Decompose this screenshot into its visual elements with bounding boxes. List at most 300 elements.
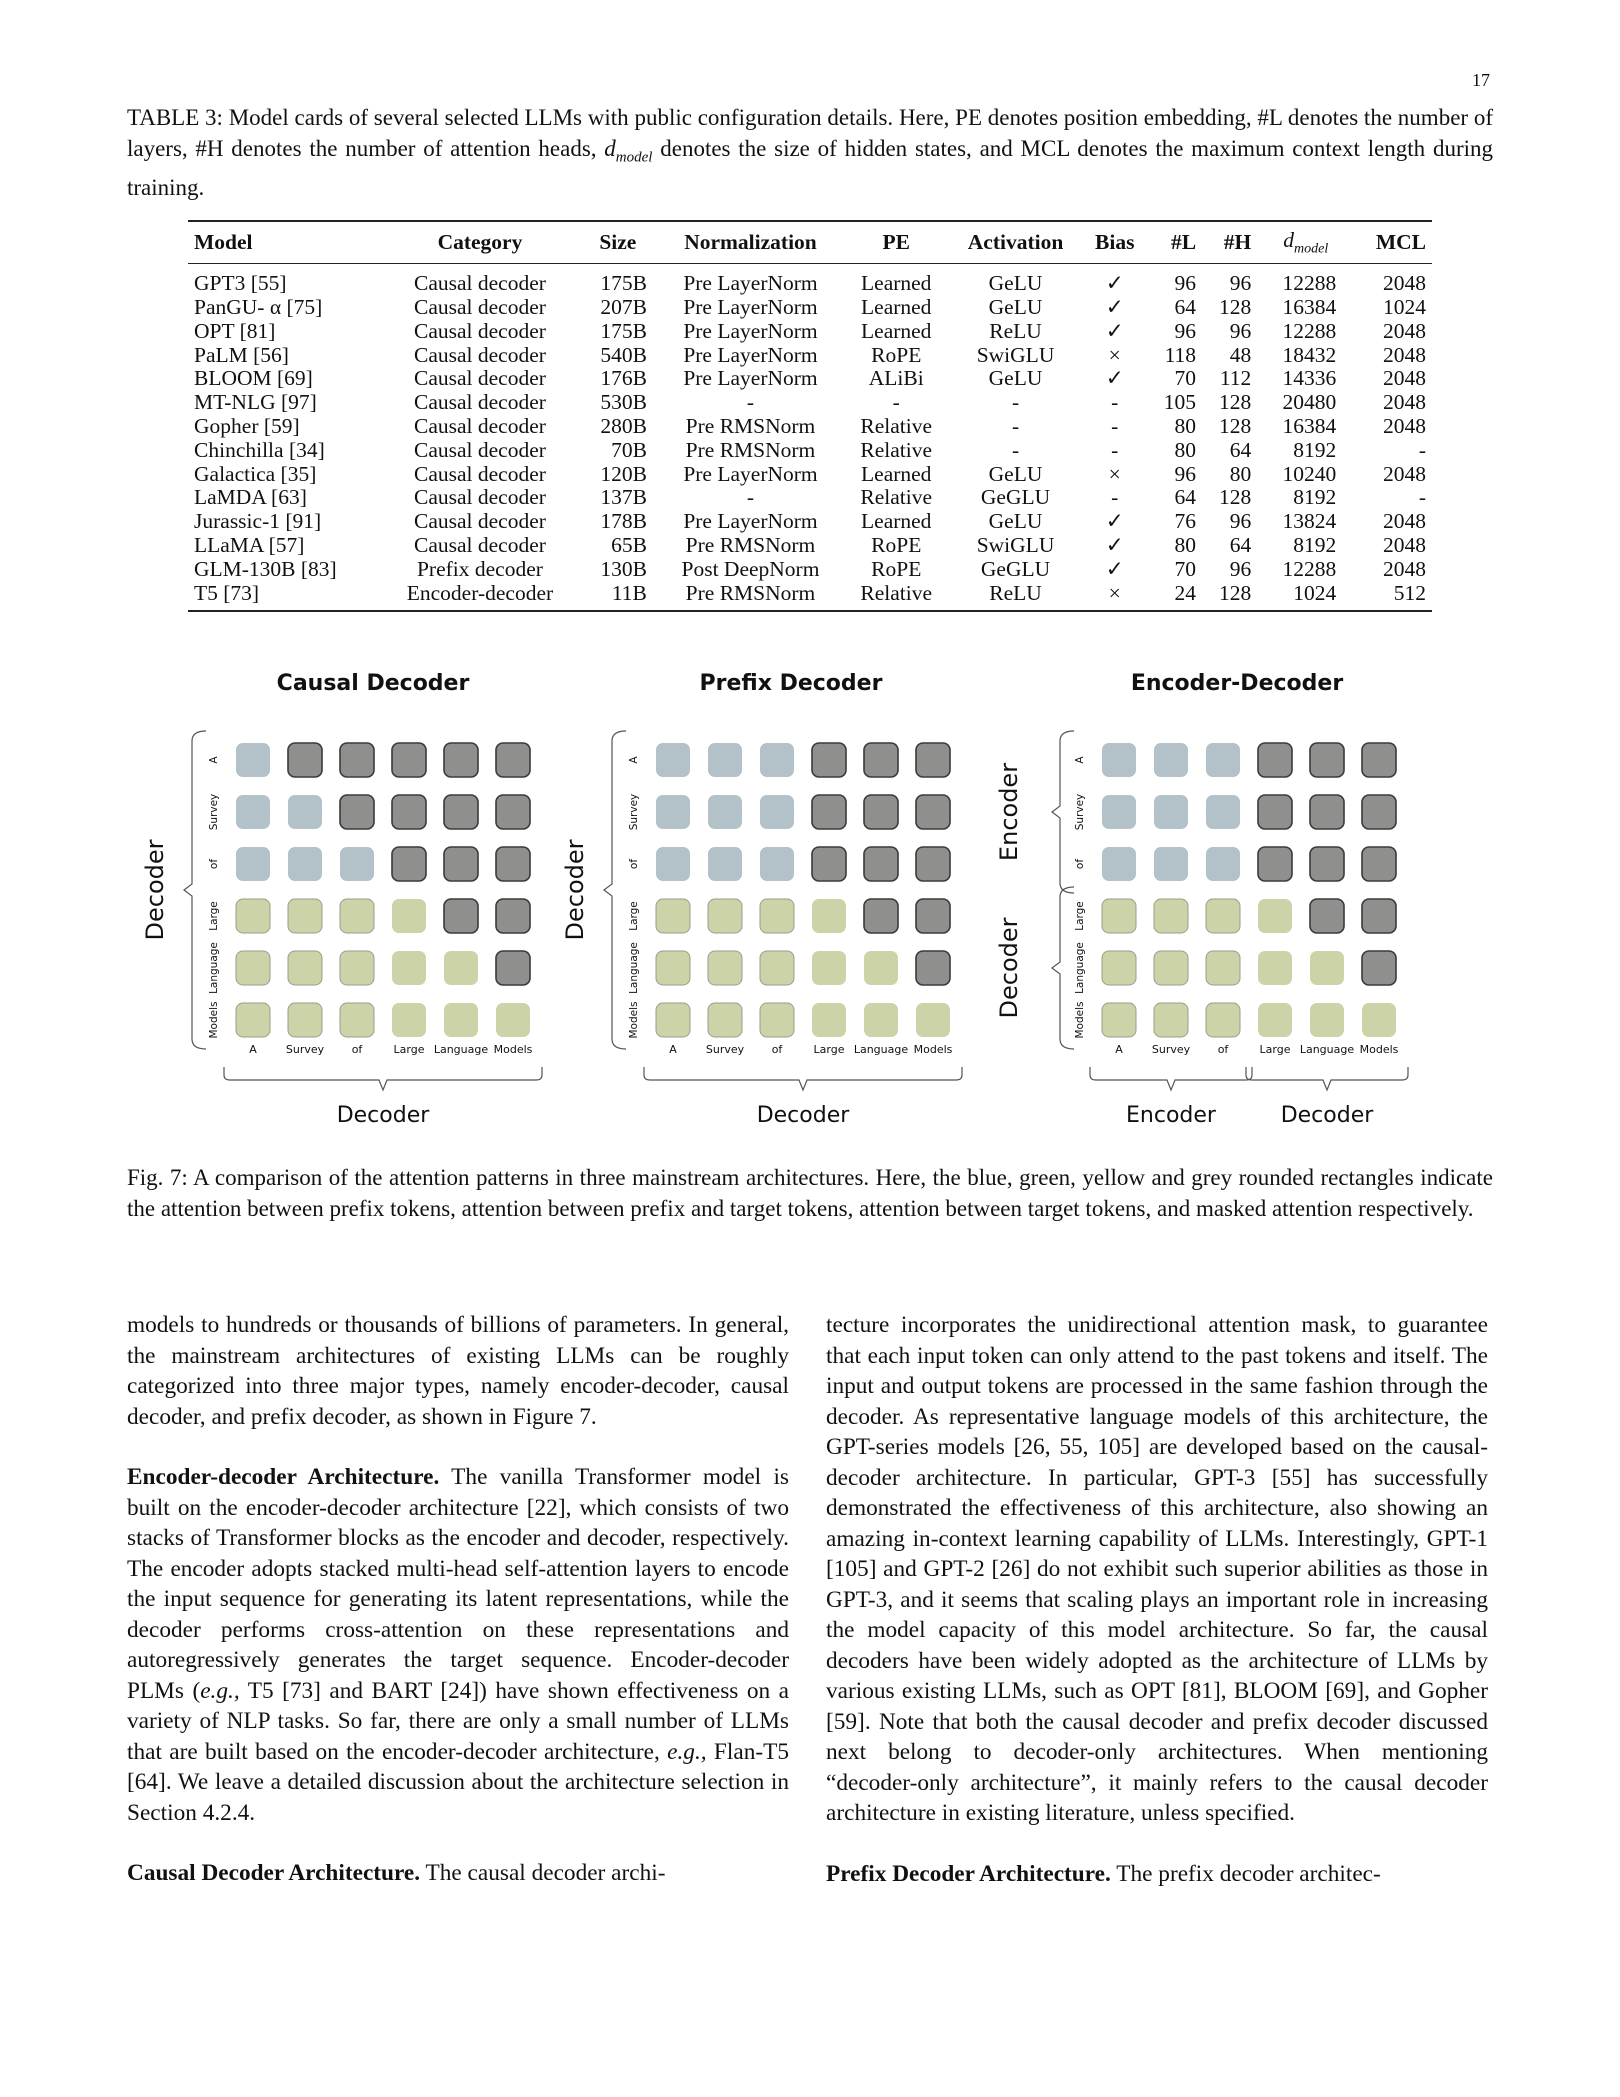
table-row bbox=[188, 264, 1432, 296]
cell-bias: × bbox=[1108, 461, 1121, 486]
attention-cell-g bbox=[1206, 899, 1240, 933]
cell-size: 280B bbox=[600, 414, 647, 439]
cell-model: PanGU- α [75] bbox=[194, 295, 323, 320]
cell-layers: 105 bbox=[1163, 390, 1197, 415]
attention-cell-g bbox=[760, 951, 794, 985]
row-token-label: Large bbox=[1074, 901, 1086, 931]
left-group-bracket bbox=[604, 731, 626, 1049]
bottom-group-label: Encoder bbox=[1126, 1103, 1216, 1128]
heading-causal-decoder: Causal Decoder Architecture. bbox=[127, 1860, 421, 1886]
cell-pe: RoPE bbox=[871, 533, 922, 558]
attention-cell-g bbox=[288, 899, 322, 933]
table-body bbox=[188, 264, 1432, 612]
column-token-label: Models bbox=[1359, 1043, 1399, 1056]
attention-cell-g bbox=[656, 951, 690, 985]
cell-layers: 70 bbox=[1174, 366, 1197, 391]
attention-cell-b bbox=[656, 743, 690, 777]
column-token-label: of bbox=[771, 1043, 783, 1056]
cell-dmodel: 8192 bbox=[1293, 437, 1337, 462]
attention-cell-g bbox=[340, 1003, 374, 1037]
attention-cell-m bbox=[812, 847, 846, 881]
left-group-label: Encoder bbox=[995, 762, 1023, 862]
row-token-label: of bbox=[1074, 858, 1086, 870]
cell-pe: Learned bbox=[861, 271, 932, 296]
attention-cell-g bbox=[1206, 1003, 1240, 1037]
table-row bbox=[188, 463, 1432, 487]
cell-category: Causal decoder bbox=[413, 414, 546, 439]
figure-attention-patterns bbox=[0, 650, 1620, 1150]
cell-heads: 128 bbox=[1219, 485, 1252, 510]
attention-cell-m bbox=[864, 847, 898, 881]
cell-category: Causal decoder bbox=[413, 485, 546, 510]
cell-pe: Learned bbox=[861, 295, 932, 320]
cell-size: 11B bbox=[579, 582, 657, 612]
cell-category: Prefix decoder bbox=[416, 556, 543, 581]
attention-cell-y bbox=[496, 1003, 530, 1037]
bottom-group-label: Decoder bbox=[756, 1103, 850, 1128]
cell-pe: Relative bbox=[844, 582, 948, 612]
column-token-label: Survey bbox=[705, 1043, 745, 1056]
cell-category: Causal decoder bbox=[413, 437, 546, 462]
cell-model: BLOOM [69] bbox=[194, 366, 313, 391]
row-token-label: of bbox=[208, 858, 220, 870]
attention-cell-b bbox=[1154, 795, 1188, 829]
cell-heads: 128 bbox=[1219, 295, 1252, 320]
cell-heads: 80 bbox=[1229, 461, 1252, 486]
cell-mcl: 2048 bbox=[1383, 318, 1426, 343]
cell-mcl: 2048 bbox=[1383, 390, 1426, 415]
cell-mcl: 2048 bbox=[1383, 414, 1426, 439]
cell-heads: 64 bbox=[1229, 437, 1252, 462]
cell-bias: - bbox=[1111, 485, 1119, 510]
cell-heads: 128 bbox=[1202, 582, 1257, 612]
cell-bias: ✓ bbox=[1105, 533, 1124, 558]
table-row bbox=[188, 344, 1432, 368]
bottom-group-bracket bbox=[644, 1067, 962, 1090]
cell-bias: ✓ bbox=[1105, 295, 1124, 320]
figure-caption: Fig. 7: A comparison of the attention patterns in three mainstream architectures. Here, the blue, green, yellow and grey rounded rectangles indicate the attention between prefix tokens, attention between prefix and target tokens, attention between target tokens, and masked attention respectively. bbox=[127, 1165, 1493, 1221]
left-group-bracket bbox=[1052, 731, 1074, 893]
attention-cell-m bbox=[1362, 951, 1396, 985]
table-row bbox=[188, 534, 1432, 558]
cell-layers: 76 bbox=[1174, 509, 1197, 534]
heading-encoder-decoder: Encoder-decoder Architecture. bbox=[127, 1464, 440, 1490]
cell-layers: 80 bbox=[1174, 533, 1197, 558]
cell-model: GLM-130B [83] bbox=[194, 556, 337, 581]
attention-cell-m bbox=[916, 743, 950, 777]
bottom-group-bracket bbox=[224, 1067, 542, 1090]
cell-normalization: Pre RMSNorm bbox=[685, 414, 816, 439]
attention-cell-b bbox=[1206, 743, 1240, 777]
cell-layers: 64 bbox=[1174, 295, 1197, 320]
attention-cell-b bbox=[1154, 847, 1188, 881]
panel-title: Encoder-Decoder bbox=[1130, 671, 1344, 696]
header-dmodel bbox=[1257, 221, 1354, 264]
row-token-label: A bbox=[1074, 756, 1086, 764]
row-token-label: Language bbox=[628, 942, 640, 994]
cell-activation: - bbox=[1011, 414, 1020, 439]
header-size: Size bbox=[579, 221, 657, 264]
cell-heads: 96 bbox=[1229, 556, 1252, 581]
row-token-label: Survey bbox=[208, 793, 220, 831]
cell-mcl: 2048 bbox=[1383, 556, 1426, 581]
attention-cell-b bbox=[1154, 743, 1188, 777]
cell-dmodel: 14336 bbox=[1282, 366, 1337, 391]
cell-normalization: Pre RMSNorm bbox=[685, 533, 816, 558]
cell-model: Chinchilla [34] bbox=[194, 437, 325, 462]
cell-mcl: 1024 bbox=[1383, 295, 1426, 320]
attention-cell-y bbox=[864, 951, 898, 985]
cell-size: 178B bbox=[600, 509, 647, 534]
attention-cell-g bbox=[1102, 899, 1136, 933]
cell-size: 530B bbox=[600, 390, 647, 415]
cell-layers: 80 bbox=[1174, 437, 1197, 462]
attention-cell-m bbox=[496, 899, 530, 933]
attention-cell-b bbox=[656, 795, 690, 829]
cell-model: LaMDA [63] bbox=[194, 485, 307, 510]
left-group-bracket bbox=[184, 731, 206, 1049]
cell-dmodel: 18432 bbox=[1282, 342, 1337, 367]
cell-pe: Relative bbox=[860, 485, 933, 510]
cell-normalization: Pre LayerNorm bbox=[683, 461, 818, 486]
cell-normalization: Pre LayerNorm bbox=[683, 318, 818, 343]
cell-mcl: - bbox=[1418, 485, 1426, 510]
attention-cell-g bbox=[1154, 899, 1188, 933]
paragraph-encoder-decoder bbox=[127, 1462, 789, 1828]
column-token-label: of bbox=[351, 1043, 363, 1056]
cell-pe: Learned bbox=[861, 509, 932, 534]
attention-cell-y bbox=[864, 1003, 898, 1037]
column-token-label: Language bbox=[1299, 1043, 1355, 1056]
attention-cell-m bbox=[496, 847, 530, 881]
attention-cell-m bbox=[392, 847, 426, 881]
cell-normalization: - bbox=[746, 390, 755, 415]
right-column bbox=[826, 1310, 1488, 1919]
column-token-label: A bbox=[1115, 1043, 1123, 1056]
cell-model: OPT [81] bbox=[194, 318, 276, 343]
attention-cell-b bbox=[1102, 795, 1136, 829]
bottom-group-label: Decoder bbox=[336, 1103, 430, 1128]
header-model: Model bbox=[188, 221, 381, 264]
paragraph-causal-decoder-cont: tecture incorporates the unidirectional attention mask, to guarantee that each input token can only attend to the past tokens and itself. The input and output tokens are processed in the same fashion through the decoder. As representative language models of this architecture, the GPT-series models [26, 55, 105] are developed based on the causal-decoder architecture. In particular, GPT-3 [55] has successfully demonstrated the effectiveness of this architecture, also showing an amazing in-context learning capability of LLMs. Interestingly, GPT-1 [105] and GPT-2 [26] do not exhibit such superior abilities as those in GPT-3, and it seems that scaling plays an important role in increasing the model capacity of this model architecture. So far, the causal decoders have been widely adopted as the architecture of LLMs by various existing LLMs, such as OPT [81], BLOOM [69], and Gopher [59]. Note that both the causal decoder and prefix decoder discussed next belong to decoder-only architectures. When mentioning “decoder-only architecture”, it mainly refers to the causal decoder architecture in existing literature, unless specified. bbox=[826, 1312, 1488, 1826]
attention-cell-m bbox=[392, 743, 426, 777]
attention-cell-b bbox=[288, 847, 322, 881]
cell-activation: GeLU bbox=[988, 461, 1043, 486]
attention-cell-y bbox=[812, 951, 846, 985]
cell-mcl: 2048 bbox=[1383, 533, 1426, 558]
cell-activation: - bbox=[1011, 437, 1020, 462]
cell-heads: 96 bbox=[1229, 509, 1252, 534]
cell-pe: - bbox=[892, 390, 900, 415]
attention-cell-m bbox=[496, 795, 530, 829]
cell-layers: 80 bbox=[1174, 414, 1197, 439]
table-row bbox=[188, 391, 1432, 415]
cell-bias: ✓ bbox=[1105, 318, 1124, 343]
cell-bias: ✓ bbox=[1105, 366, 1124, 391]
attention-cell-y bbox=[1258, 951, 1292, 985]
paragraph-causal-decoder bbox=[127, 1858, 789, 1889]
attention-cell-m bbox=[1362, 899, 1396, 933]
cell-pe: Relative bbox=[860, 414, 933, 439]
header-heads: #H bbox=[1202, 221, 1257, 264]
attention-cell-m bbox=[1362, 743, 1396, 777]
column-token-label: A bbox=[669, 1043, 677, 1056]
cell-model: Gopher [59] bbox=[194, 414, 300, 439]
model-cards-table bbox=[188, 220, 1432, 612]
attention-patterns-diagram bbox=[0, 650, 1620, 1150]
column-token-label: Survey bbox=[1151, 1043, 1191, 1056]
cell-category: Causal decoder bbox=[413, 318, 546, 343]
table-caption-part-a: TABLE 3: Model cards of several selected LLMs with public configuration details. Here, PE denotes position embedding, #L denotes the number of layers, #H denotes the number of attention heads, bbox=[127, 105, 1493, 161]
cell-normalization: Pre LayerNorm bbox=[683, 509, 818, 534]
table-row bbox=[188, 320, 1432, 344]
attention-cell-y bbox=[1310, 951, 1344, 985]
cell-bias: - bbox=[1111, 414, 1119, 439]
row-token-label: A bbox=[628, 756, 640, 764]
attention-cell-m bbox=[916, 847, 950, 881]
attention-cell-b bbox=[708, 743, 742, 777]
cell-normalization: Pre LayerNorm bbox=[683, 271, 818, 296]
attention-cell-g bbox=[708, 1003, 742, 1037]
cell-bias: ✓ bbox=[1105, 509, 1124, 534]
attention-cell-y bbox=[812, 899, 846, 933]
cell-pe: RoPE bbox=[871, 342, 922, 367]
attention-cell-g bbox=[1206, 951, 1240, 985]
text-segment: The prefix decoder architec- bbox=[1110, 1860, 1381, 1887]
cell-dmodel: 12288 bbox=[1282, 318, 1337, 343]
left-group-label: Decoder bbox=[141, 839, 169, 941]
attention-cell-m bbox=[496, 743, 530, 777]
table-row bbox=[188, 296, 1432, 320]
table-caption-part-b: denotes the size of hidden states, and MCL denotes the maximum context length during training. bbox=[127, 135, 1493, 200]
attention-cell-b bbox=[1102, 743, 1136, 777]
cell-activation: GeLU bbox=[988, 509, 1043, 534]
cell-size: 130B bbox=[600, 556, 647, 581]
cell-heads: 112 bbox=[1219, 366, 1252, 391]
attention-cell-g bbox=[1102, 1003, 1136, 1037]
attention-cell-m bbox=[1258, 743, 1292, 777]
left-column bbox=[127, 1310, 789, 1919]
attention-cell-b bbox=[1206, 795, 1240, 829]
cell-activation: SwiGLU bbox=[976, 342, 1055, 367]
attention-cell-y bbox=[916, 1003, 950, 1037]
header-category: Category bbox=[381, 221, 579, 264]
cell-mcl: 2048 bbox=[1383, 342, 1426, 367]
cell-activation: GeLU bbox=[988, 271, 1043, 296]
attention-cell-m bbox=[444, 899, 478, 933]
cell-size: 175B bbox=[600, 271, 647, 296]
cell-activation: ReLU bbox=[948, 582, 1082, 612]
cell-activation: - bbox=[1011, 390, 1020, 415]
table-header-row bbox=[188, 221, 1432, 264]
header-pe: PE bbox=[844, 221, 948, 264]
attention-cell-g bbox=[708, 951, 742, 985]
column-token-label: Large bbox=[1259, 1043, 1291, 1056]
column-token-label: of bbox=[1217, 1043, 1229, 1056]
cell-category: Causal decoder bbox=[413, 366, 546, 391]
cell-bias: ✓ bbox=[1105, 271, 1124, 296]
cell-size: 120B bbox=[600, 461, 647, 486]
cell-pe: Learned bbox=[861, 318, 932, 343]
cell-mcl: 2048 bbox=[1383, 271, 1426, 296]
bottom-group-bracket bbox=[1090, 1067, 1252, 1090]
attention-cell-m bbox=[340, 795, 374, 829]
row-token-label: Models bbox=[628, 1001, 640, 1039]
cell-bias: × bbox=[1108, 342, 1121, 367]
cell-size: 137B bbox=[600, 485, 647, 510]
text-eg: e.g., bbox=[200, 1677, 240, 1704]
attention-cell-b bbox=[708, 847, 742, 881]
table-row bbox=[188, 415, 1432, 439]
cell-size: 207B bbox=[600, 295, 647, 320]
attention-cell-b bbox=[236, 795, 270, 829]
cell-normalization: Pre LayerNorm bbox=[683, 295, 818, 320]
cell-activation: GeLU bbox=[988, 295, 1043, 320]
attention-cell-m bbox=[1258, 795, 1292, 829]
attention-cell-b bbox=[708, 795, 742, 829]
attention-cell-g bbox=[760, 1003, 794, 1037]
cell-model: LLaMA [57] bbox=[194, 533, 305, 558]
cell-size: 176B bbox=[600, 366, 647, 391]
attention-cell-m bbox=[1258, 847, 1292, 881]
row-token-label: Survey bbox=[628, 793, 640, 831]
header-mcl: MCL bbox=[1354, 221, 1432, 264]
attention-cell-m bbox=[812, 795, 846, 829]
dmodel-subscript: model bbox=[615, 149, 653, 166]
row-token-label: Large bbox=[628, 901, 640, 931]
attention-cell-y bbox=[1362, 1003, 1396, 1037]
cell-pe: Learned bbox=[861, 461, 932, 486]
header-layers: #L bbox=[1147, 221, 1202, 264]
text-segment: T5 [73] and BART [24]) have shown effectiveness on a variety of NLP tasks. So far, there are only a small number of LLMs that are built based on the encoder-decoder architecture, bbox=[127, 1677, 789, 1765]
attention-cell-m bbox=[1310, 743, 1344, 777]
header-activation: Activation bbox=[948, 221, 1082, 264]
attention-cell-g bbox=[1102, 951, 1136, 985]
cell-pe: RoPE bbox=[871, 556, 922, 581]
cell-bias: × bbox=[1083, 582, 1147, 612]
cell-mcl: 512 bbox=[1354, 582, 1432, 612]
dmodel-symbol bbox=[604, 135, 653, 166]
attention-cell-m bbox=[392, 795, 426, 829]
page-number: 17 bbox=[1472, 70, 1490, 90]
attention-cell-g bbox=[1154, 951, 1188, 985]
cell-mcl: - bbox=[1418, 437, 1426, 462]
attention-cell-m bbox=[1310, 795, 1344, 829]
cell-activation: SwiGLU bbox=[976, 533, 1055, 558]
attention-cell-m bbox=[864, 899, 898, 933]
paragraph-prefix-decoder bbox=[826, 1859, 1488, 1890]
cell-dmodel: 1024 bbox=[1257, 582, 1354, 612]
attention-cell-g bbox=[236, 899, 270, 933]
cell-dmodel: 8192 bbox=[1293, 533, 1337, 558]
cell-dmodel: 12288 bbox=[1282, 556, 1337, 581]
header-bias: Bias bbox=[1083, 221, 1147, 264]
attention-cell-y bbox=[1258, 1003, 1292, 1037]
header-normalization: Normalization bbox=[657, 221, 844, 264]
attention-cell-g bbox=[236, 1003, 270, 1037]
row-token-label: Large bbox=[208, 901, 220, 931]
cell-bias: - bbox=[1111, 390, 1119, 415]
attention-cell-m bbox=[916, 795, 950, 829]
table-row bbox=[188, 582, 1432, 612]
column-token-label: Models bbox=[493, 1043, 533, 1056]
attention-cell-y bbox=[392, 951, 426, 985]
attention-cell-g bbox=[288, 1003, 322, 1037]
cell-model: T5 [73] bbox=[188, 582, 381, 612]
attention-cell-b bbox=[1206, 847, 1240, 881]
attention-cell-m bbox=[812, 743, 846, 777]
cell-normalization: Pre RMSNorm bbox=[685, 437, 816, 462]
left-group-bracket bbox=[1052, 887, 1074, 1049]
cell-pe: Relative bbox=[860, 437, 933, 462]
panel-title: Causal Decoder bbox=[276, 671, 470, 696]
cell-pe: ALiBi bbox=[868, 366, 924, 391]
header-dmodel-sub: model bbox=[1294, 241, 1329, 257]
attention-cell-g bbox=[656, 1003, 690, 1037]
attention-cell-b bbox=[760, 743, 794, 777]
cell-category: Causal decoder bbox=[413, 390, 546, 415]
text-segment: The causal decoder archi- bbox=[420, 1860, 666, 1886]
attention-cell-m bbox=[864, 743, 898, 777]
attention-cell-m bbox=[1362, 795, 1396, 829]
cell-activation: ReLU bbox=[989, 318, 1042, 343]
attention-cell-b bbox=[1102, 847, 1136, 881]
cell-activation: GeLU bbox=[988, 366, 1043, 391]
attention-cell-m bbox=[340, 743, 374, 777]
table-row bbox=[188, 486, 1432, 510]
cell-layers: 96 bbox=[1174, 271, 1197, 296]
cell-normalization: Pre RMSNorm bbox=[657, 582, 844, 612]
cell-heads: 128 bbox=[1219, 414, 1252, 439]
cell-model: Jurassic-1 [91] bbox=[194, 509, 322, 534]
cell-dmodel: 16384 bbox=[1282, 295, 1337, 320]
table-row bbox=[188, 558, 1432, 582]
cell-category: Causal decoder bbox=[413, 295, 546, 320]
bottom-group-bracket bbox=[1246, 1067, 1408, 1090]
cell-category: Causal decoder bbox=[413, 461, 546, 486]
attention-cell-b bbox=[760, 795, 794, 829]
cell-category: Causal decoder bbox=[413, 342, 546, 367]
cell-mcl: 2048 bbox=[1383, 461, 1426, 486]
attention-cell-g bbox=[340, 951, 374, 985]
attention-cell-g bbox=[708, 899, 742, 933]
attention-cell-g bbox=[236, 951, 270, 985]
attention-cell-m bbox=[864, 795, 898, 829]
cell-layers: 64 bbox=[1174, 485, 1197, 510]
cell-size: 175B bbox=[600, 318, 647, 343]
cell-dmodel: 13824 bbox=[1282, 509, 1337, 534]
row-token-label: Survey bbox=[1074, 793, 1086, 831]
cell-bias: - bbox=[1111, 437, 1119, 462]
cell-bias: ✓ bbox=[1105, 556, 1124, 581]
cell-dmodel: 8192 bbox=[1293, 485, 1337, 510]
attention-cell-g bbox=[288, 951, 322, 985]
attention-cell-m bbox=[1310, 899, 1344, 933]
cell-model: GPT3 [55] bbox=[194, 271, 287, 296]
header-dmodel-base: d bbox=[1283, 228, 1295, 252]
cell-dmodel: 12288 bbox=[1282, 271, 1337, 296]
cell-model: Galactica [35] bbox=[194, 461, 317, 486]
row-token-label: Models bbox=[208, 1001, 220, 1039]
column-token-label: A bbox=[249, 1043, 257, 1056]
row-token-label: Language bbox=[208, 942, 220, 994]
attention-cell-m bbox=[444, 743, 478, 777]
table-caption bbox=[127, 103, 1493, 203]
attention-cell-m bbox=[444, 847, 478, 881]
cell-heads: 48 bbox=[1229, 342, 1252, 367]
attention-cell-b bbox=[760, 847, 794, 881]
column-token-label: Large bbox=[813, 1043, 845, 1056]
